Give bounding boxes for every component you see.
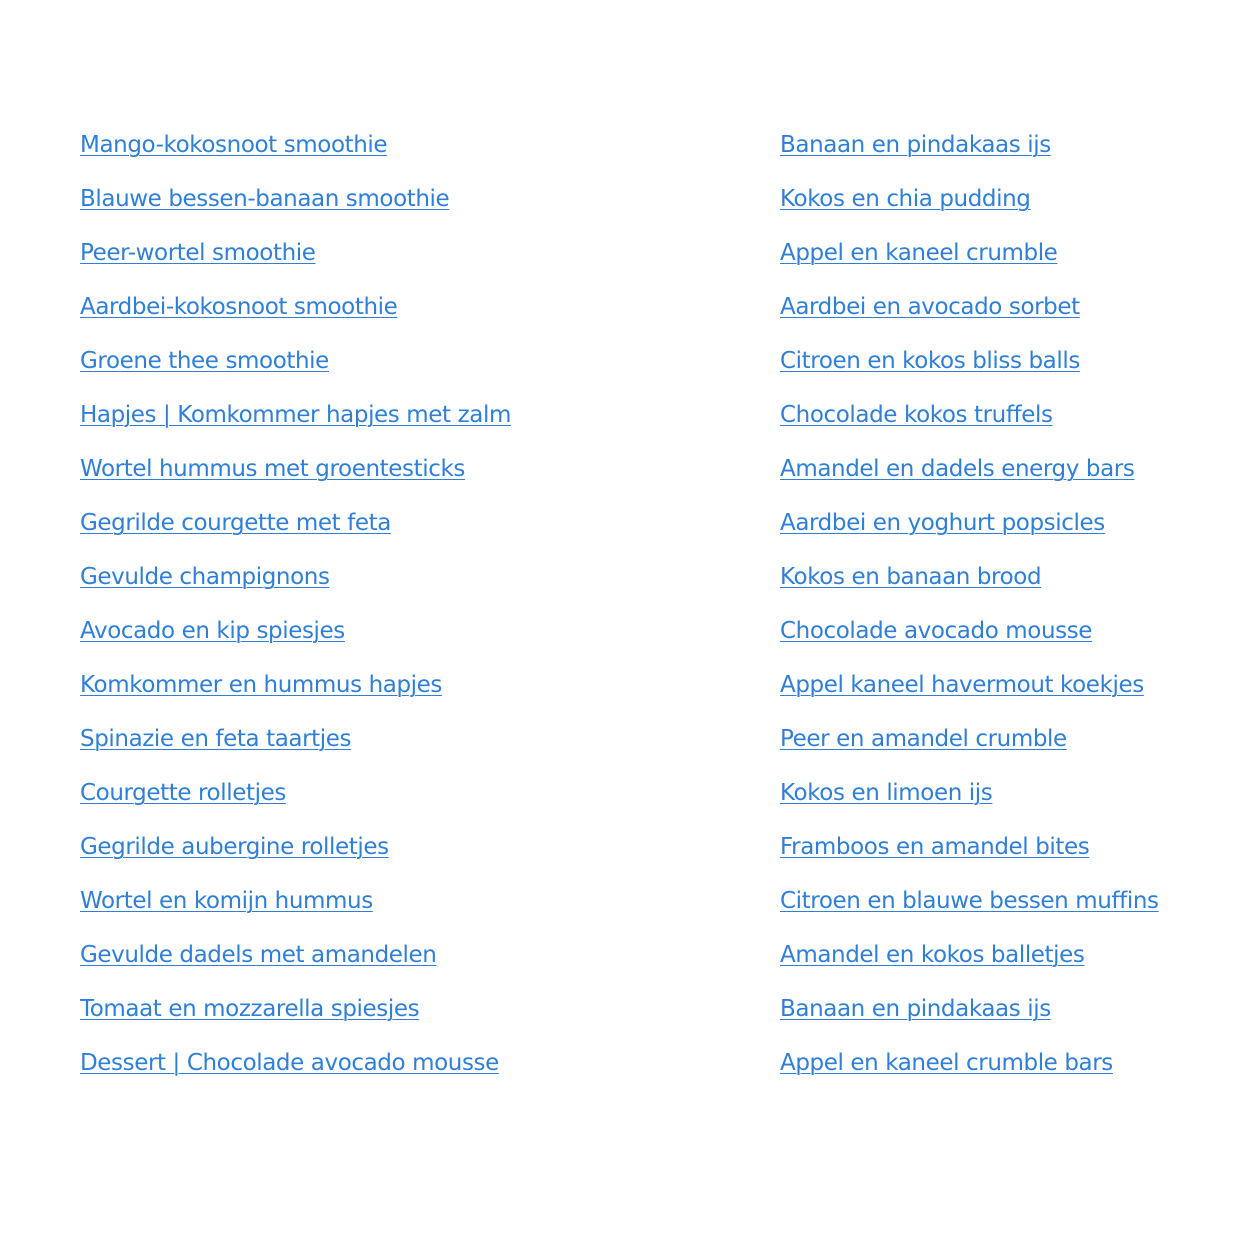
recipe-link[interactable]: Citroen en blauwe bessen muffins <box>780 888 1159 914</box>
recipe-link[interactable]: Chocolade kokos truffels <box>780 402 1053 428</box>
recipe-link[interactable]: Kokos en banaan brood <box>780 564 1042 590</box>
recipe-link[interactable]: Gevulde champignons <box>80 564 330 590</box>
recipe-link[interactable]: Banaan en pindakaas ijs <box>780 132 1051 158</box>
left-recipe-column <box>80 126 780 1098</box>
recipe-link[interactable]: Chocolade avocado mousse <box>780 618 1093 644</box>
recipe-link-columns <box>80 126 1200 1098</box>
recipe-link[interactable]: Citroen en kokos bliss balls <box>780 348 1080 374</box>
recipe-link[interactable]: Gevulde dadels met amandelen <box>80 942 437 968</box>
recipe-link[interactable]: Spinazie en feta taartjes <box>80 726 352 752</box>
recipe-link[interactable]: Banaan en pindakaas ijs <box>780 996 1051 1022</box>
recipe-link[interactable]: Kokos en chia pudding <box>780 186 1031 212</box>
recipe-link[interactable]: Gegrilde aubergine rolletjes <box>80 834 389 860</box>
recipe-link[interactable]: Aardbei-kokosnoot smoothie <box>80 294 398 320</box>
recipe-link[interactable]: Mango-kokosnoot smoothie <box>80 132 388 158</box>
recipe-link[interactable]: Appel en kaneel crumble bars <box>780 1050 1113 1076</box>
recipe-link[interactable]: Groene thee smoothie <box>80 348 329 374</box>
recipe-link[interactable]: Amandel en dadels energy bars <box>780 456 1135 482</box>
recipe-link[interactable]: Appel en kaneel crumble <box>780 240 1058 266</box>
recipe-link[interactable]: Kokos en limoen ijs <box>780 780 993 806</box>
recipe-link[interactable]: Wortel en komijn hummus <box>80 888 373 914</box>
recipe-link[interactable]: Courgette rolletjes <box>80 780 286 806</box>
recipe-link[interactable]: Hapjes | Komkommer hapjes met zalm <box>80 402 511 428</box>
recipe-link[interactable]: Peer-wortel smoothie <box>80 240 316 266</box>
recipe-link[interactable]: Avocado en kip spiesjes <box>80 618 345 644</box>
recipe-link[interactable]: Wortel hummus met groentesticks <box>80 456 465 482</box>
recipe-link[interactable]: Aardbei en yoghurt popsicles <box>780 510 1105 536</box>
recipe-link[interactable]: Amandel en kokos balletjes <box>780 942 1085 968</box>
recipe-link[interactable]: Blauwe bessen-banaan smoothie <box>80 186 450 212</box>
recipe-link[interactable]: Framboos en amandel bites <box>780 834 1090 860</box>
recipe-link[interactable]: Komkommer en hummus hapjes <box>80 672 442 698</box>
recipe-link[interactable]: Dessert | Chocolade avocado mousse <box>80 1050 499 1076</box>
recipe-link[interactable]: Appel kaneel havermout koekjes <box>780 672 1144 698</box>
recipe-link[interactable]: Gegrilde courgette met feta <box>80 510 391 536</box>
recipe-link[interactable]: Peer en amandel crumble <box>780 726 1067 752</box>
recipe-link[interactable]: Tomaat en mozzarella spiesjes <box>80 996 420 1022</box>
right-recipe-column <box>780 126 1200 1098</box>
recipe-link[interactable]: Aardbei en avocado sorbet <box>780 294 1080 320</box>
